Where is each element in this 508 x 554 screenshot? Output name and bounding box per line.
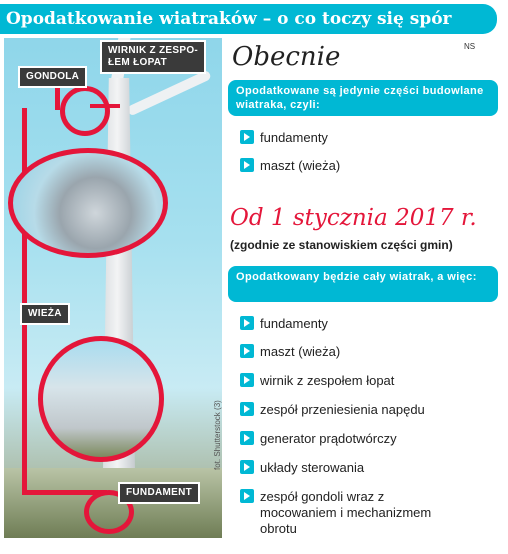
arrow-icon bbox=[240, 489, 254, 503]
label-gondola-text: GONDOLA bbox=[26, 71, 80, 82]
future-item bbox=[260, 431, 397, 447]
arrow-icon bbox=[240, 460, 254, 474]
future-item bbox=[260, 489, 460, 537]
arrow-icon bbox=[240, 431, 254, 445]
gondola-detail-photo bbox=[8, 148, 168, 258]
future-item bbox=[260, 344, 340, 360]
page-title: Opodatkowanie wiatraków – o co toczy się spór bbox=[6, 9, 452, 29]
wind-turbine-photo bbox=[4, 38, 222, 538]
photo-credit: fot. Shutterstock (3) bbox=[213, 400, 222, 470]
current-item-label: fundamenty bbox=[260, 130, 328, 145]
label-gondola bbox=[18, 66, 87, 88]
future-item-label: wirnik z zespołem łopat bbox=[260, 373, 395, 388]
current-item bbox=[260, 158, 340, 174]
future-item bbox=[260, 460, 364, 476]
future-item bbox=[260, 373, 394, 389]
tower-base-photo bbox=[38, 336, 164, 462]
label-wirnik-line2: ŁEM ŁOPAT bbox=[108, 57, 167, 68]
current-title: Obecnie bbox=[232, 42, 341, 72]
label-fundament-text: FUNDAMENT bbox=[126, 487, 193, 498]
future-item bbox=[260, 316, 328, 332]
gondola-marker bbox=[60, 86, 110, 136]
current-item-label: maszt (wieża) bbox=[260, 158, 341, 173]
label-wieza-text: WIEŻA bbox=[28, 308, 62, 319]
arrow-icon bbox=[240, 130, 254, 144]
arrow-icon bbox=[240, 316, 254, 330]
future-item-label: układy sterowania bbox=[260, 460, 365, 475]
label-fundament bbox=[118, 482, 200, 504]
future-item-label: generator prądotwórczy bbox=[260, 431, 397, 446]
arrow-icon bbox=[240, 158, 254, 172]
blade-shape bbox=[126, 69, 212, 116]
arrow-icon bbox=[240, 402, 254, 416]
header-bar bbox=[0, 4, 497, 34]
label-wirnik-line1: WIRNIK Z ZESPO- bbox=[108, 45, 199, 56]
label-wirnik bbox=[100, 40, 206, 74]
future-item-label: zespół przeniesienia napędu bbox=[260, 402, 425, 417]
arrow-icon bbox=[240, 344, 254, 358]
future-item bbox=[260, 402, 425, 418]
connector-line bbox=[22, 108, 27, 493]
current-banner: Opodatkowane są jedynie części budowlane wiatraka, czyli: bbox=[228, 80, 498, 116]
future-item-label: maszt (wieża) bbox=[260, 344, 341, 359]
source-tag: NS bbox=[464, 42, 476, 51]
future-note: (zgodnie ze stanowiskiem części gmin) bbox=[230, 238, 453, 252]
future-item-label: fundamenty bbox=[260, 316, 328, 331]
future-item-label: zespół gondoli wraz z mocowaniem i mechanizmem obrotu bbox=[260, 489, 432, 536]
future-banner: Opodatkowany będzie cały wiatrak, a więc: bbox=[228, 266, 498, 302]
current-item bbox=[260, 130, 328, 146]
arrow-icon bbox=[240, 373, 254, 387]
label-wieza bbox=[20, 303, 70, 325]
future-title: Od 1 stycznia 2017 r. bbox=[230, 205, 477, 231]
